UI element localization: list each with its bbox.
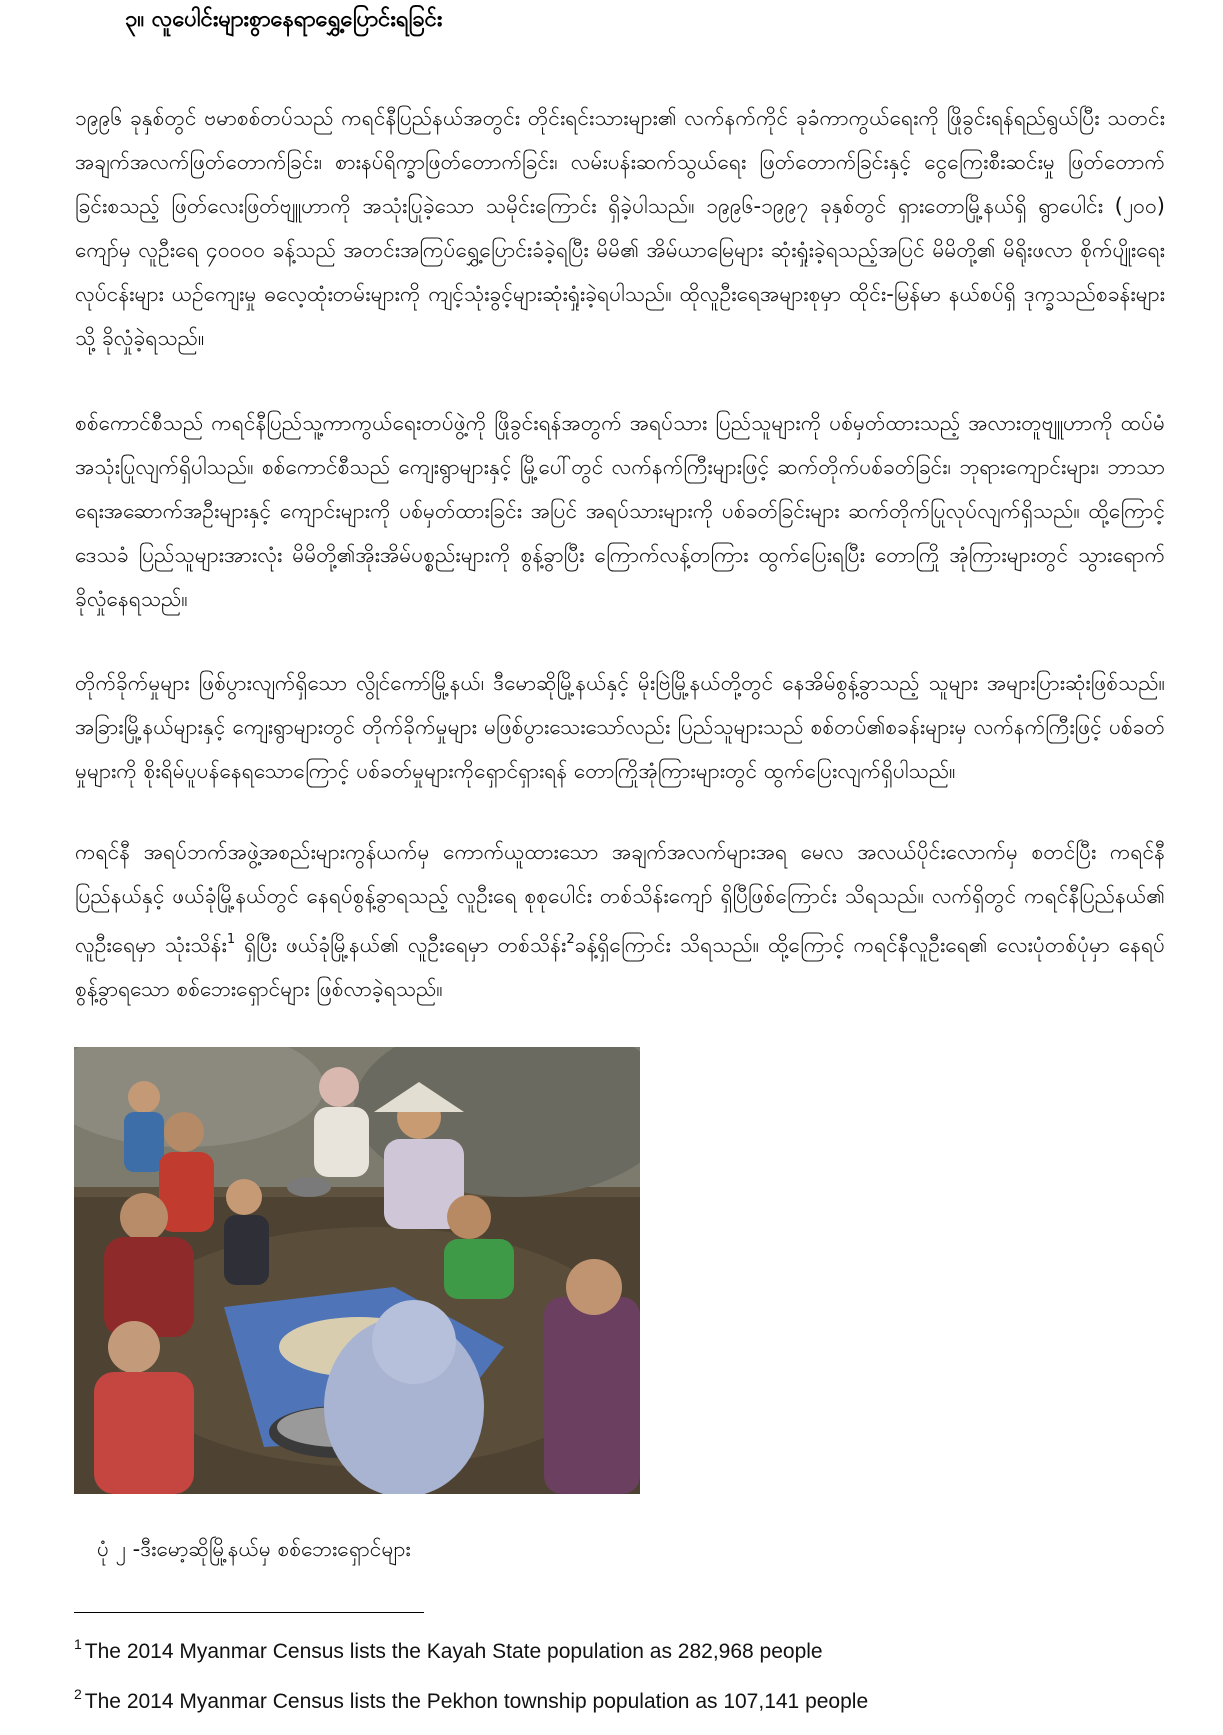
- footnote-2-text: The 2014 Myanmar Census lists the Pekhon township population as 107,141 people: [84, 1690, 869, 1713]
- footnote-2: [74, 1686, 868, 1714]
- paragraph-4-part-2: ရှိပြီး ဖယ်ခုံမြို့နယ်၏ လူဦးရေမှာ တစ်သိန်း: [235, 933, 567, 957]
- footnote-ref-1[interactable]: 1: [226, 932, 236, 947]
- paragraph-4: [75, 830, 1165, 1011]
- refugees-photo: [74, 1047, 640, 1494]
- paragraph-1: ၁၉၉၆ ခုနှစ်တွင် ဗမာစစ်တပ်သည် ကရင်နီပြည်နယ်အတွင်း တိုင်းရင်းသားများ၏ လက်နက်ကိုင် ခုခံကာကွယ်ရေးကို ဖြိုခွင်းရန်ရည်ရွယ်ပြီး သတင်းအချက်အလက်ဖြတ်တောက်ခြင်း၊ စားနပ်ရိက္ခာဖြတ်တောက်ခြင်း၊ လမ်းပန်းဆက်သွယ်ရေး ဖြတ်တောက်ခြင်းနှင့် ငွေကြေးစီးဆင်းမှု ဖြတ်တောက်ခြင်းစသည့် ဖြတ်လေးဖြတ်ဗျူဟာကို အသုံးပြုခဲ့သော သမိုင်းကြောင်း ရှိခဲ့ပါသည်။ ၁၉၉၆-၁၉၉၇ ခုနှစ်တွင် ရှားတောမြို့နယ်ရှိ ရွာပေါင်း (၂၀၀) ကျော်မှ လူဦးရေ ၄၀၀၀၀ ခန့်သည် အတင်းအကြပ်ရွှေ့ပြောင်းခံခဲ့ရပြီး မိမိ၏ အိမ်ယာမြေများ ဆုံးရှုံးခဲ့ရသည့်အပြင် မိမိတို့၏ မိရိုးဖလာ စိုက်ပျိုးရေးလုပ်ငန်းများ ယဉ်ကျေးမှု ဓလေ့ထုံးတမ်းများကို ကျင့်သုံးခွင့်များဆုံးရှုံးခဲ့ရပါသည်။ ထိုလူဦးရေအများစုမှာ ထိုင်း-မြန်မာ နယ်စပ်ရှိ ဒုက္ခသည်စခန်းများသို့ ခိုလှုံခဲ့ရသည်။: [75, 106, 1165, 350]
- figure-caption: ပုံ ၂ -ဒီးမော့ဆိုမြို့နယ်မှ စစ်ဘေးရှောင်များ: [97, 1537, 411, 1561]
- paragraph-2: စစ်ကောင်စီသည် ကရင်နီပြည်သူ့ကာကွယ်ရေးတပ်ဖွဲ့ကို ဖြိုခွင်းရန်အတွက် အရပ်သား ပြည်သူများကို ပစ်မှတ်ထားသည့် အလားတူဗျူဟာကို ထပ်မံအသုံးပြုလျက်ရှိပါသည်။ စစ်ကောင်စီသည် ကျေးရွာများနှင့် မြို့ပေါ်တွင် လက်နက်ကြီးများဖြင့် ဆက်တိုက်ပစ်ခတ်ခြင်း၊ ဘုရားကျောင်းများ၊ ဘာသာရေးအဆောက်အဦးများနှင့် ကျောင်းများကို ပစ်မှတ်ထားခြင်း အပြင် အရပ်သားများကို ပစ်ခတ်ခြင်းများ ဆက်တိုက်ပြုလုပ်လျက်ရှိသည်။ ထို့ကြောင့် ဒေသခံ ပြည်သူများအားလုံး မိမိတို့၏အိုးအိမ်ပစ္စည်းများကို စွန့်ခွာပြီး ကြောက်လန့်တကြား ထွက်ပြေးရပြီး တောကြို အုံကြားများတွင် သွားရောက် ခိုလှုံနေရသည်။: [75, 411, 1165, 611]
- paragraph-4-part-3: ခန့်ရှိကြောင်း သိရသည်။ ထို့ကြောင့် ကရင်နီလူဦးရေ၏ လေးပုံတစ်ပုံမှာ နေရပ်စွန့်ခွာရသော စစ်ဘေးရှောင်များ ဖြစ်လာခဲ့ရသည်။: [75, 933, 1166, 1001]
- refugees-photo-illustration: [74, 1047, 640, 1494]
- footnote-divider: [74, 1612, 424, 1613]
- paragraph-4-part-1: ကရင်နီ အရပ်ဘက်အဖွဲ့အစည်းများကွန်ယက်မှ ကောက်ယူထားသော အချက်အလက်များအရ မေလ အလယ်ပိုင်းလောက်မှ စတင်ပြီး ကရင်နီပြည်နယ်နှင့် ဖယ်ခုံမြို့နယ်တွင် နေရပ်စွန့်ခွာရသည့် လူဦးရေ စုစုပေါင်း တစ်သိန်းကျော် ရှိပြီဖြစ်ကြောင်း သိရသည်။ လက်ရှိတွင် ကရင်နီပြည်နယ်၏ လူဦးရေမှာ သုံးသိန်း: [75, 840, 1165, 957]
- footnote-1: [74, 1636, 823, 1664]
- footnote-1-number: 1: [74, 1636, 82, 1652]
- section-heading: ၃။ လူပေါင်းများစွာနေရာရွှေ့ပြောင်းရခြင်း: [125, 7, 443, 32]
- footnote-1-text: The 2014 Myanmar Census lists the Kayah State population as 282,968 people: [84, 1640, 823, 1663]
- paragraph-3: တိုက်ခိုက်မှုများ ဖြစ်ပွားလျက်ရှိသော လွိုင်ကော်မြို့နယ်၊ ဒီမောဆိုမြို့နယ်နှင့် မိုးဗြဲမြို့နယ်တို့တွင် နေအိမ်စွန့်ခွာသည့် သူများ အများပြားဆုံးဖြစ်သည်။ အခြားမြို့နယ်များနှင့် ကျေးရွာများတွင် တိုက်ခိုက်မှုများ မဖြစ်ပွားသေးသော်လည်း ပြည်သူများသည် စစ်တပ်၏စခန်းများမှ လက်နက်ကြီးဖြင့် ပစ်ခတ်မှုများကို စိုးရိမ်ပူပန်နေရသောကြောင့် ပစ်ခတ်မှုများကိုရှောင်ရှားရန် တောကြိုအုံကြားများတွင် ထွက်ပြေးလျက်ရှိပါသည်။: [75, 671, 1165, 783]
- footnote-2-number: 2: [74, 1686, 82, 1702]
- footnote-ref-2[interactable]: 2: [566, 932, 575, 947]
